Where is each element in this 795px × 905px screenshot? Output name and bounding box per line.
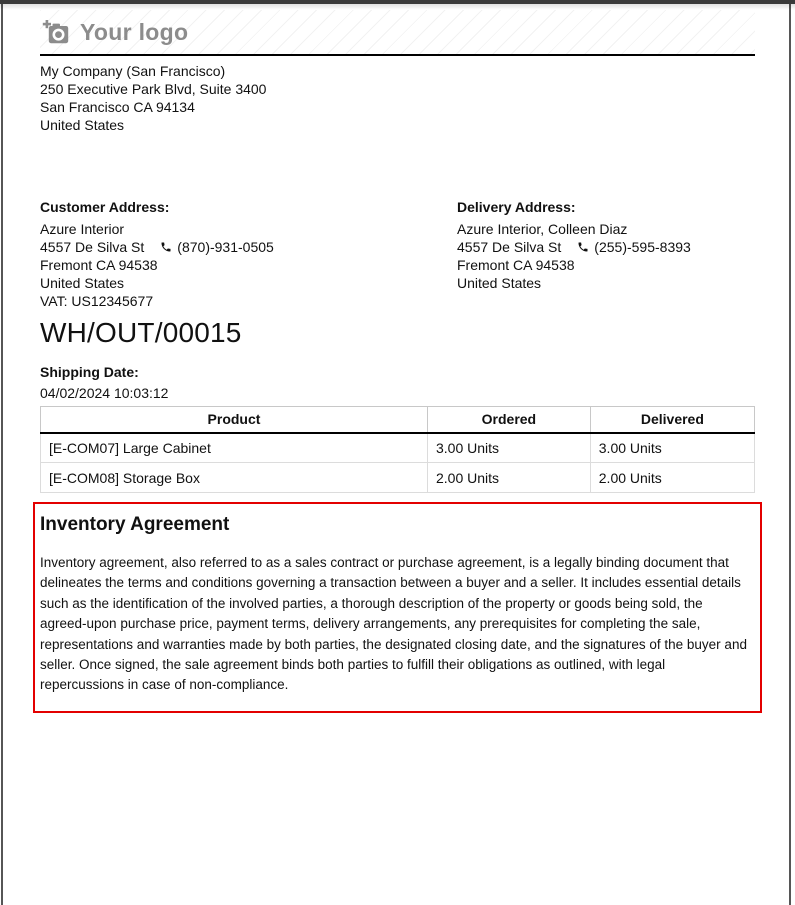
delivery-street: 4557 De Silva St <box>457 239 562 255</box>
delivery-country: United States <box>457 275 542 291</box>
table-row <box>41 463 755 493</box>
move-lines-table <box>40 406 755 493</box>
customer-address-block <box>40 198 457 310</box>
column-header-product: Product <box>41 407 428 433</box>
company-country: United States <box>40 117 125 133</box>
customer-country: United States <box>40 275 125 291</box>
customer-address-label: Customer Address: <box>40 199 170 215</box>
customer-phone-number: (870)-931-0505 <box>177 239 274 255</box>
delivery-address-block <box>457 198 755 310</box>
page-top-border <box>0 0 795 4</box>
table-header-row <box>41 407 755 433</box>
shipping-date-label: Shipping Date: <box>40 364 139 380</box>
delivered-cell: 3.00 Units <box>590 433 754 463</box>
document-title: WH/OUT/00015 <box>40 317 242 348</box>
delivery-street-row <box>457 238 755 256</box>
agreement-body: Inventory agreement, also referred to as a sales contract or purchase agreement, is a legally binding document that delineates the terms and conditions governing a transaction between a buyer and a seller. It includes essential details such as the identification of the involved parties, a thorough description of the property or goods being sold, the agreed-upon purchase price, payment terms, delivery arrangements, any prerequisites for completing the sale, representations and warranties made by both parties, the designated closing date, and the signatures of the buyer and seller. Once signed, the sale agreement binds both parties to fulfill their obligations as outlined, with legal repercussions in case of non-compliance. <box>40 555 747 693</box>
logo-placeholder-text: Your logo <box>80 18 189 45</box>
company-city: San Francisco CA 94134 <box>40 99 195 115</box>
company-name: My Company (San Francisco) <box>40 63 226 79</box>
delivery-phone <box>577 238 691 256</box>
delivered-cell: 2.00 Units <box>590 463 754 493</box>
ordered-cell: 3.00 Units <box>427 433 590 463</box>
page-top-shadow <box>0 4 795 10</box>
page-right-border <box>789 3 791 905</box>
product-cell: [E-COM07] Large Cabinet <box>41 433 428 463</box>
logo-banner <box>40 10 755 56</box>
delivery-city: Fremont CA 94538 <box>457 257 575 273</box>
customer-street: 4557 De Silva St <box>40 239 145 255</box>
delivery-phone-number: (255)-595-8393 <box>594 239 691 255</box>
shipping-date-block <box>40 363 755 402</box>
customer-street-row <box>40 238 457 256</box>
shipping-date-value: 04/02/2024 10:03:12 <box>40 385 169 401</box>
company-street: 250 Executive Park Blvd, Suite 3400 <box>40 81 267 97</box>
addresses-section <box>40 198 755 310</box>
page-left-border <box>1 3 3 905</box>
company-address-block <box>40 62 755 134</box>
delivery-name: Azure Interior, Colleen Diaz <box>457 221 628 237</box>
phone-icon <box>160 241 172 253</box>
agreement-title: Inventory Agreement <box>40 514 230 535</box>
customer-phone <box>160 238 274 256</box>
delivery-address-label: Delivery Address: <box>457 199 576 215</box>
customer-name: Azure Interior <box>40 221 125 237</box>
phone-icon <box>577 241 589 253</box>
table-row <box>41 433 755 463</box>
column-header-delivered: Delivered <box>590 407 754 433</box>
camera-plus-icon <box>42 20 69 45</box>
customer-city: Fremont CA 94538 <box>40 257 158 273</box>
inventory-agreement-box <box>33 502 762 713</box>
customer-vat: VAT: US12345677 <box>40 293 154 309</box>
product-cell: [E-COM08] Storage Box <box>41 463 428 493</box>
ordered-cell: 2.00 Units <box>427 463 590 493</box>
column-header-ordered: Ordered <box>427 407 590 433</box>
